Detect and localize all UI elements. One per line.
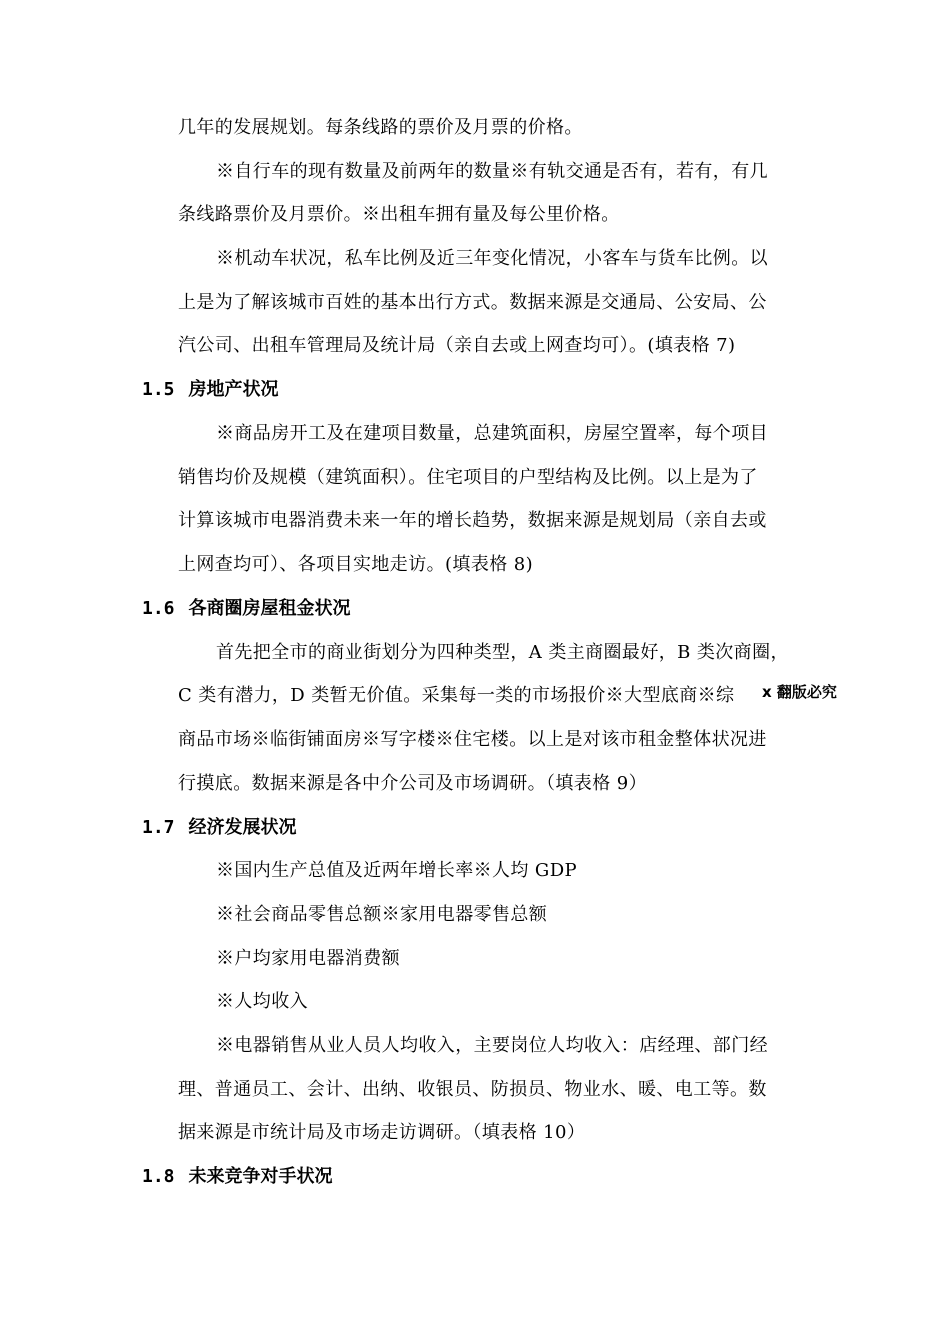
body-text-line: ※人均收入 [216, 991, 308, 1012]
body-text-line: 首先把全市的商业街划分为四种类型，A 类主商圈最好，B 类次商圈， [216, 642, 789, 663]
body-text-line: 行摸底。数据来源是各中介公司及市场调研。（填表格 9） [178, 773, 647, 794]
body-text-line: 理、普通员工、会计、出纳、收银员、防损员、物业水、暖、电工等。数 [178, 1079, 767, 1100]
body-text-line: ※社会商品零售总额※家用电器零售总额 [216, 904, 548, 925]
body-text-line: 汽公司、出租车管理局及统计局（亲自去或上网查均可）。(填表格 7) [178, 335, 736, 356]
section-heading-1-8 [142, 1165, 333, 1189]
watermark: x 翻版必究 [762, 683, 837, 701]
body-text-line: 商品市场※临街铺面房※写字楼※住宅楼。以上是对该市租金整体状况进 [178, 729, 767, 750]
body-text-line: 条线路票价及月票价。※出租车拥有量及每公里价格。 [178, 204, 620, 225]
body-text-line: 几年的发展规划。每条线路的票价及月票的价格。 [178, 117, 583, 138]
section-number: 1.8 [142, 1166, 175, 1187]
section-heading-1-5 [142, 378, 279, 402]
body-text-line: C 类有潜力，D 类暂无价值。采集每一类的市场报价※大型底商※综 [178, 685, 735, 706]
body-text-line: ※机动车状况，私车比例及近三年变化情况，小客车与货车比例。以 [216, 248, 768, 269]
body-text-line: 销售均价及规模（建筑面积）。住宅项目的户型结构及比例。以上是为了 [178, 467, 758, 488]
body-text-line: ※户均家用电器消费额 [216, 948, 400, 969]
section-number: 1.6 [142, 598, 175, 619]
body-text-line: ※自行车的现有数量及前两年的数量※有轨交通是否有，若有，有几 [216, 161, 768, 182]
body-text-line: ※国内生产总值及近两年增长率※人均 GDP [216, 860, 578, 881]
body-text-line: ※商品房开工及在建项目数量，总建筑面积，房屋空置率，每个项目 [216, 423, 768, 444]
body-text-line: 上网查均可）、各项目实地走访。(填表格 8) [178, 554, 534, 575]
body-text-line: ※电器销售从业人员人均收入，主要岗位人均收入：店经理、部门经 [216, 1035, 768, 1056]
section-title: 各商圈房屋租金状况 [188, 598, 351, 619]
body-text-line: 上是为了解该城市百姓的基本出行方式。数据来源是交通局、公安局、公 [178, 292, 767, 313]
section-number: 1.5 [142, 379, 175, 400]
section-title: 未来竞争对手状况 [188, 1166, 333, 1187]
section-heading-1-7 [142, 816, 297, 840]
body-text-line: 计算该城市电器消费未来一年的增长趋势，数据来源是规划局（亲自去或 [178, 510, 767, 531]
section-title: 房地产状况 [188, 379, 279, 400]
section-number: 1.7 [142, 817, 175, 838]
section-title: 经济发展状况 [188, 817, 297, 838]
body-text-line: 据来源是市统计局及市场走访调研。（填表格 10） [178, 1122, 586, 1143]
section-heading-1-6 [142, 597, 351, 621]
